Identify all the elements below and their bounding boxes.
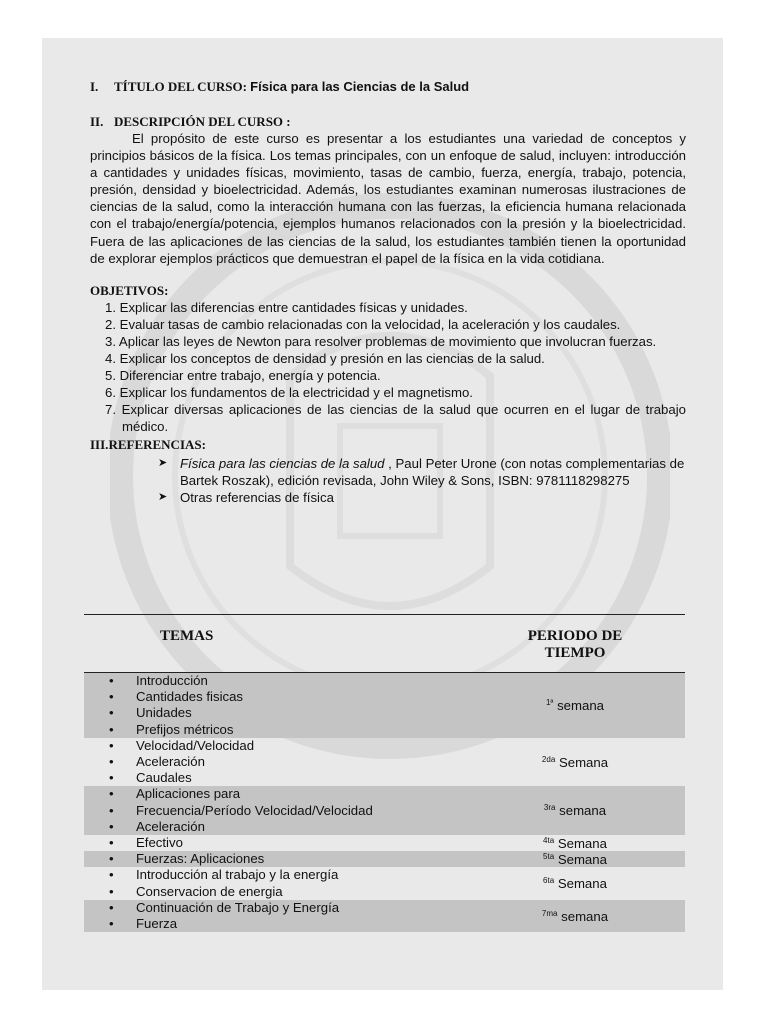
table-row [84,867,685,899]
period-cell [465,900,685,932]
week-label: semana [555,803,607,819]
table-row [84,835,685,851]
column-header-topics: TEMAS [84,628,465,673]
objective-item: 1. Explicar las diferencias entre cantidades físicas y unidades. [105,299,468,315]
section-label: REFERENCIAS: [108,436,206,452]
topic-item: • Cantidades fisicas [136,689,465,705]
schedule-table [84,628,685,932]
section-number: III. [90,436,109,452]
table-row [84,851,685,867]
reference-details: , Paul Peter Urone (con notas complementarias de Bartek Roszak), edición revisada, John Wiley & Sons, ISBN: 9781118298275 [180,455,685,488]
week-label: semana [553,697,604,713]
period-cell [465,867,685,899]
references-heading [90,436,686,453]
objective-item: 4. Explicar los conceptos de densidad y presión en las ciencias de la salud. [105,351,545,367]
week-label: Semana [554,851,607,867]
table-row [84,786,685,835]
period-cell [465,786,685,835]
topics-cell [84,900,465,932]
objective-item: 3. Aplicar las leyes de Newton para resolver problemas de movimiento que involucran fuerzas. [105,333,657,349]
arrow-bullet-icon: ➤ [158,490,168,503]
objective-item: 6. Explicar los fundamentos de la electricidad y el magnetismo. [105,385,473,401]
course-title: Física para las Ciencias de la Salud [250,79,470,94]
period-cell [465,673,685,738]
section-number: II. [90,114,104,129]
topics-list [84,851,465,867]
topics-list [84,673,465,738]
section-title-course [90,78,686,95]
column-header-period: PERIODO DE TIEMPO [465,628,685,673]
topics-list [84,835,465,851]
topic-item: • Fuerza [136,916,465,932]
topics-list [84,738,465,787]
course-description: El propósito de este curso es presentar a los estudiantes una variedad de conceptos y principios básicos de la física. Los temas principales, con un enfoque de salud, incluyen: introducción a cantidades y unidades físicas, movimiento, tasas de cambio, fuerza, energía, trabajo, potencia, presión, densidad y bioelectricidad. Además, los estudiantes examinan numerosas ilustraciones de ciencias de la salud, como la interacción humana con las fuerzas, la eficiencia humana relacionada con el trabajo/energía/potencia, ejemplos humanos relacionados con la presión y la bioelectricidad. Fuera de las aplicaciones de las ciencias de la salud, los estudiantes también tienen la oportunidad de explorar ejemplos prácticos que demuestran el papel de la física en la vida cotidiana. [90,131,686,266]
topic-item: • Frecuencia/Período Velocidad/Velocidad [136,803,465,819]
objective-item: 2. Evaluar tasas de cambio relacionadas con la velocidad, la aceleración y los caudales. [105,316,621,332]
topics-list [84,867,465,899]
table-row [84,900,685,932]
topics-cell [84,851,465,867]
table-row [84,673,685,738]
topics-cell [84,673,465,738]
topic-item: • Prefijos métricos [136,722,465,738]
period-cell [465,851,685,867]
topic-item: • Unidades [136,705,465,721]
topic-item: • Caudales [136,770,465,786]
topics-cell [84,786,465,835]
section-label: TÍTULO DEL CURSO: [114,79,247,94]
topic-item: • Velocidad/Velocidad [136,738,465,754]
reference-details: Otras referencias de física [180,489,334,505]
section-title-description [90,113,686,130]
week-ordinal: 7ma [541,908,558,918]
topic-item: • Continuación de Trabajo y Energía [136,900,465,916]
schedule-body [84,673,685,933]
reference-title: Física para las ciencias de la salud [180,455,385,471]
objective-item: 5. Diferenciar entre trabajo, energía y potencia. [105,368,381,384]
week-ordinal: 2da [541,754,556,764]
topic-item: • Conservacion de energia [136,884,465,900]
objectives-list [90,299,686,436]
topic-item: • Aceleración [136,819,465,835]
week-ordinal: 3ra [543,803,556,813]
period-cell [465,738,685,787]
week-ordinal: 5ta [543,851,555,861]
objectives-heading: OBJETIVOS: [90,282,169,298]
week-label: Semana [554,876,607,892]
week-ordinal: 6ta [543,876,555,886]
table-top-rule [84,614,685,615]
topics-cell [84,835,465,851]
topics-cell [84,738,465,787]
topic-item: • Efectivo [136,835,465,851]
topic-item: • Aceleración [136,754,465,770]
topic-item: • Introducción al trabajo y la energía [136,867,465,883]
table-row [84,738,685,787]
document-content [90,78,686,506]
period-cell [465,835,685,851]
section-label: DESCRIPCIÓN DEL CURSO : [114,114,291,129]
reference-item [90,455,686,489]
topics-cell [84,867,465,899]
objective-item: 7. Explicar diversas aplicaciones de las ciencias de la salud que ocurren en el lugar de trabajo médico. [105,402,686,435]
week-label: semana [557,908,609,924]
topics-list [84,786,465,835]
document-page [42,38,723,990]
table-header-row [84,628,685,673]
section-number: I. [90,79,99,94]
topic-item: • Fuerzas: Aplicaciones [136,851,465,867]
arrow-bullet-icon: ➤ [158,456,168,469]
week-ordinal: 1ª [545,697,554,707]
week-ordinal: 4ta [543,835,555,845]
topics-list [84,900,465,932]
week-label: Semana [554,835,607,851]
topic-item: • Aplicaciones para [136,786,465,802]
topic-item: • Introducción [136,673,465,689]
week-label: Semana [555,754,609,770]
reference-item [90,489,686,506]
references-list [90,455,686,506]
